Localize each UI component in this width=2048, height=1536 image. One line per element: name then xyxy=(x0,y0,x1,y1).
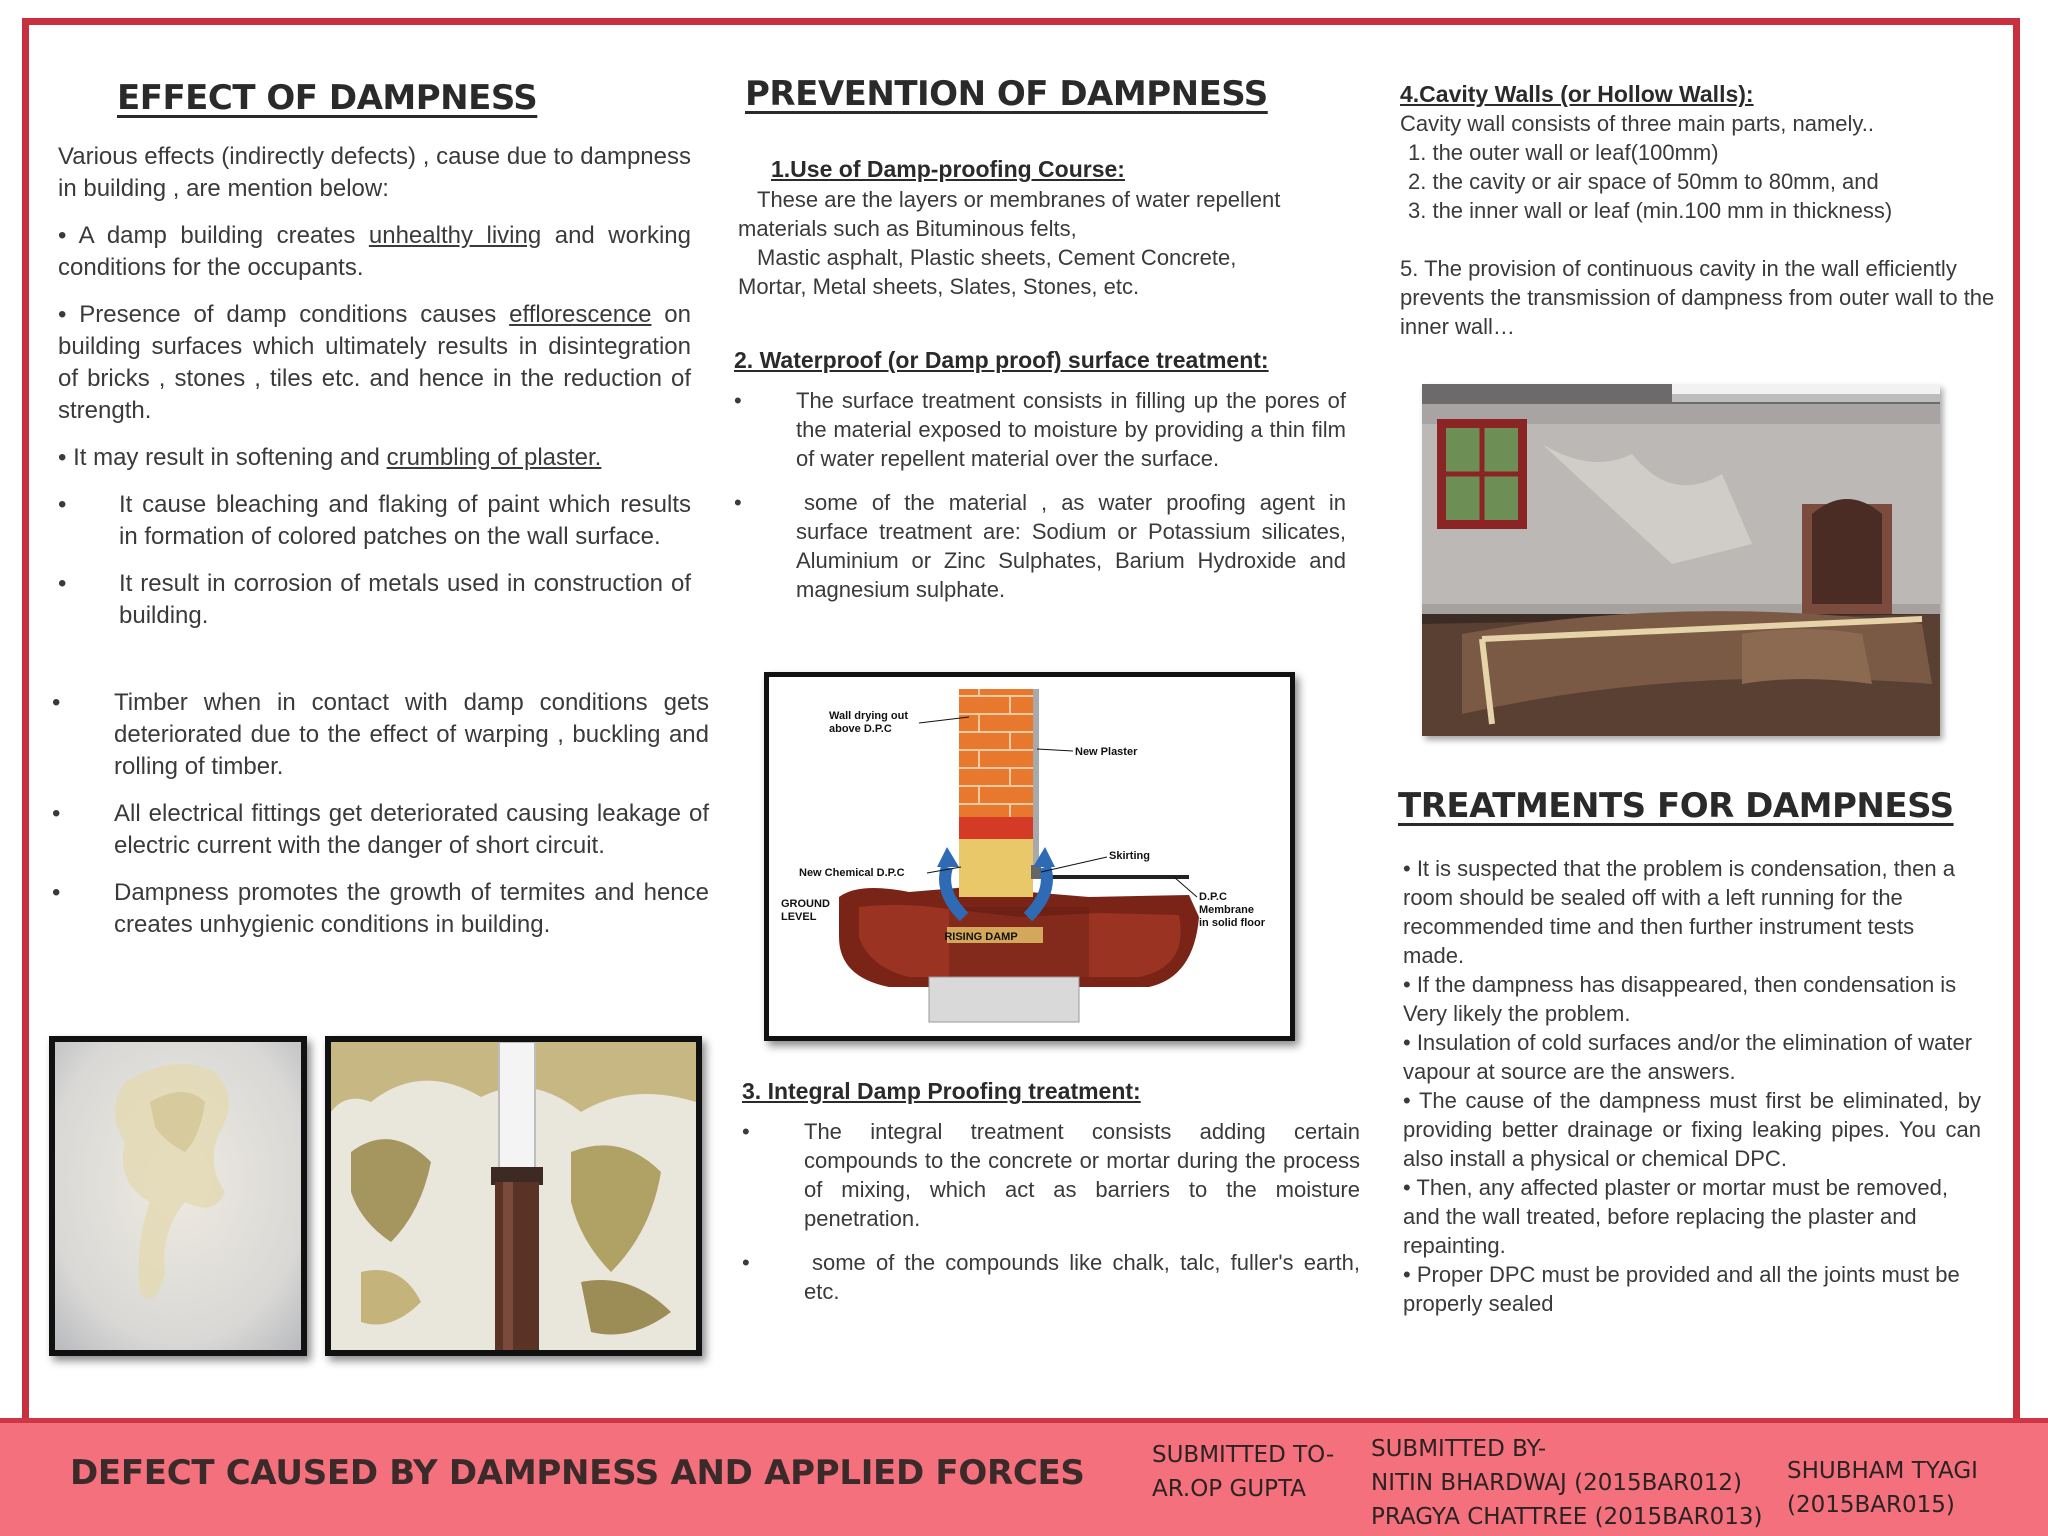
treatments-point-1: • It is suspected that the problem is condensation, then a room should be sealed off with a left running for the recommended time and then further instrument tests made. xyxy=(1403,856,1955,968)
bullet-dot: • xyxy=(52,879,61,906)
prevention-s2-bullet-1 xyxy=(734,386,1346,473)
cavity-item-1: 1. the outer wall or leaf(100mm) xyxy=(1408,140,1719,165)
prevention-s1-line2: Mastic asphalt, Plastic sheets, Cement Concrete, xyxy=(757,245,1237,270)
bullet-dot: • xyxy=(52,689,61,716)
prevention-s3-bullet-2-text: some of the compounds like chalk, talc, fuller's earth, etc. xyxy=(804,1250,1360,1304)
effect-body xyxy=(58,141,691,632)
bullet-dot: • xyxy=(742,1250,750,1275)
dpc-label-dpc-3: in solid floor xyxy=(1199,917,1265,929)
prevention-s3 xyxy=(742,1078,1360,1306)
cavity-point-5: 5. The provision of continuous cavity in the wall efficiently prevents the transmission of dampness from outer wall to the inner wall… xyxy=(1400,256,1995,339)
basement-photo xyxy=(1422,384,1940,736)
cavity-intro: Cavity wall consists of three main parts, namely.. xyxy=(1400,111,1874,136)
effect-bullet-2 xyxy=(58,299,691,427)
bullet-dot: • xyxy=(742,1119,750,1144)
effect-bullet-1-pre: • A damp building creates xyxy=(58,222,369,249)
footer-bar xyxy=(0,1418,2048,1536)
cavity-item-3: 3. the inner wall or leaf (min.100 mm in thickness) xyxy=(1408,198,1893,223)
dpc-label-rising: RISING DAMP xyxy=(944,931,1018,943)
bullet-dot: • xyxy=(58,491,67,518)
effect-bullet-1-underlined: unhealthy living xyxy=(368,222,542,249)
submitted-to-label: SUBMITTED TO- xyxy=(1152,1442,1335,1468)
effect-bullet-7-text: All electrical fittings get deteriorated causing leakage of electric current with the danger of short circuit. xyxy=(114,800,709,859)
dpc-diagram xyxy=(764,672,1295,1041)
submitted-by-name-2: PRAGYA CHATTREE (2015BAR013) xyxy=(1371,1504,1763,1530)
effect-bullet-4-text: It cause bleaching and flaking of paint which results in formation of colored patches on the wall surface. xyxy=(119,491,691,550)
treatments-point-4: • The cause of the dampness must first be eliminated, by providing better drainage or fixing leaking pipes. You can also install a physical or chemical DPC. xyxy=(1403,1088,1981,1171)
treatments-body xyxy=(1403,854,1981,1318)
effect-bullet-2-underlined: efflorescence xyxy=(509,301,652,328)
effect-bullet-8-text: Dampness promotes the growth of termites and hence creates unhygienic conditions in building. xyxy=(114,879,709,938)
prevention-s1 xyxy=(738,156,1350,301)
bullet-dot: • xyxy=(52,800,61,827)
dpc-label-dpc-1: D.P.C xyxy=(1199,891,1227,903)
effect-bullet-6-text: Timber when in contact with damp conditions gets deteriorated due to the effect of warping , buckling and rolling of timber. xyxy=(114,689,709,780)
bullet-dot: • xyxy=(734,490,742,515)
prevention-s3-bullet-1-text: The integral treatment consists adding certain compounds to the concrete or mortar during the process of mixing, which act as barriers to the moisture penetration. xyxy=(804,1119,1360,1231)
submitted-by-name-3b: (2015BAR015) xyxy=(1787,1492,1955,1518)
dpc-label-skirting: Skirting xyxy=(1109,850,1150,862)
treatments-title: TREATMENTS FOR DAMPNESS xyxy=(1398,786,1954,826)
effect-bullet-4 xyxy=(58,489,691,553)
prevention-s2 xyxy=(734,347,1346,604)
prevention-title: PREVENTION OF DAMPNESS xyxy=(745,74,1268,114)
prevention-s1-line1: These are the layers or membranes of water repellent materials such as Bituminous felts, xyxy=(738,187,1281,241)
bullet-dot: • xyxy=(734,388,742,413)
dpc-label-new-chemical: New Chemical D.P.C xyxy=(799,867,905,879)
submitted-to-name: AR.OP GUPTA xyxy=(1152,1476,1307,1502)
prevention-s3-title: 3. Integral Damp Proofing treatment: xyxy=(742,1078,1141,1104)
effect-bullet-3-pre: • It may result in softening and xyxy=(58,444,387,471)
effect-bullet-5 xyxy=(58,568,691,632)
dpc-label-ground-1: GROUND xyxy=(781,898,830,910)
treatments-point-5: • Then, any affected plaster or mortar must be removed, xyxy=(1403,1175,1948,1200)
effect-bullet-3-underlined: crumbling of plaster. xyxy=(386,444,602,471)
prevention-s1-title: 1.Use of Damp-proofing Course: xyxy=(771,156,1125,182)
submitted-by-name-1: NITIN BHARDWAJ (2015BAR012) xyxy=(1371,1470,1743,1496)
prevention-s2-title: 2. Waterproof (or Damp proof) surface treatment: xyxy=(734,347,1269,373)
effect-bullet-6 xyxy=(52,687,709,783)
prevention-s1-line3: Mortar, Metal sheets, Slates, Stones, etc. xyxy=(738,274,1140,299)
effect-title: EFFECT OF DAMPNESS xyxy=(117,78,538,118)
treatments-point-7: • Proper DPC must be provided and all the joints must be properly sealed xyxy=(1403,1262,1960,1316)
bullet-dot: • xyxy=(58,570,67,597)
treatments-point-6: and the wall treated, before replacing the plaster and repainting. xyxy=(1403,1204,1917,1258)
prevention-s2-bullet-2 xyxy=(734,488,1346,604)
effect-body-2 xyxy=(52,687,709,941)
dpc-label-ground-2: LEVEL xyxy=(781,911,817,923)
cavity-title: 4.Cavity Walls (or Hollow Walls): xyxy=(1400,81,1754,107)
dpc-label-wall-drying-2: above D.P.C xyxy=(829,723,892,735)
dpc-label-new-plaster: New Plaster xyxy=(1075,746,1138,758)
effect-bullet-1-post: and working conditions for the occupants. xyxy=(58,222,692,281)
effect-bullet-7 xyxy=(52,798,709,862)
effect-bullet-3 xyxy=(58,442,691,474)
footer-title: DEFECT CAUSED BY DAMPNESS AND APPLIED FORCES xyxy=(70,1453,1085,1493)
treatments-point-2: • If the dampness has disappeared, then condensation is Very likely the problem. xyxy=(1403,972,1957,1026)
cavity-section xyxy=(1400,80,2000,341)
submitted-by-name-3a: SHUBHAM TYAGI xyxy=(1787,1458,1978,1484)
peeling-plaster-photo xyxy=(325,1036,702,1356)
prevention-s3-bullet-1 xyxy=(742,1117,1360,1233)
cavity-item-2: 2. the cavity or air space of 50mm to 80mm, and xyxy=(1408,169,1879,194)
dpc-label-wall-drying-1: Wall drying out xyxy=(829,710,909,722)
damp-wall-photo xyxy=(49,1036,307,1356)
effect-intro: Various effects (indirectly defects) , cause due to dampness in building , are mention below: xyxy=(58,143,691,202)
effect-bullet-2-pre: • Presence of damp conditions causes xyxy=(58,301,510,328)
treatments-point-3: • Insulation of cold surfaces and/or the elimination of water vapour at source are the answers. xyxy=(1403,1030,1973,1084)
dpc-label-dpc-2: Membrane xyxy=(1199,904,1255,916)
effect-bullet-2-post: on building surfaces which ultimately results in disintegration of bricks , stones , tiles etc. and hence in the reduction of strength. xyxy=(58,301,691,424)
prevention-s2-bullet-1-text: The surface treatment consists in filling up the pores of the material exposed to moisture by providing a thin film of water repellent material over the surface. xyxy=(796,388,1346,471)
submitted-by-label: SUBMITTED BY- xyxy=(1371,1436,1547,1462)
effect-section xyxy=(58,78,708,118)
effect-bullet-8 xyxy=(52,877,709,941)
prevention-s3-bullet-2 xyxy=(742,1248,1360,1306)
effect-bullet-5-text: It result in corrosion of metals used in construction of building. xyxy=(119,570,691,629)
effect-bullet-1 xyxy=(58,220,691,284)
prevention-s2-bullet-2-text: some of the material , as water proofing agent in surface treatment are: Sodium or Potassium silicates, Aluminium or Zinc Sulphates, Barium Hydroxide and magnesium sulphate. xyxy=(796,490,1346,602)
